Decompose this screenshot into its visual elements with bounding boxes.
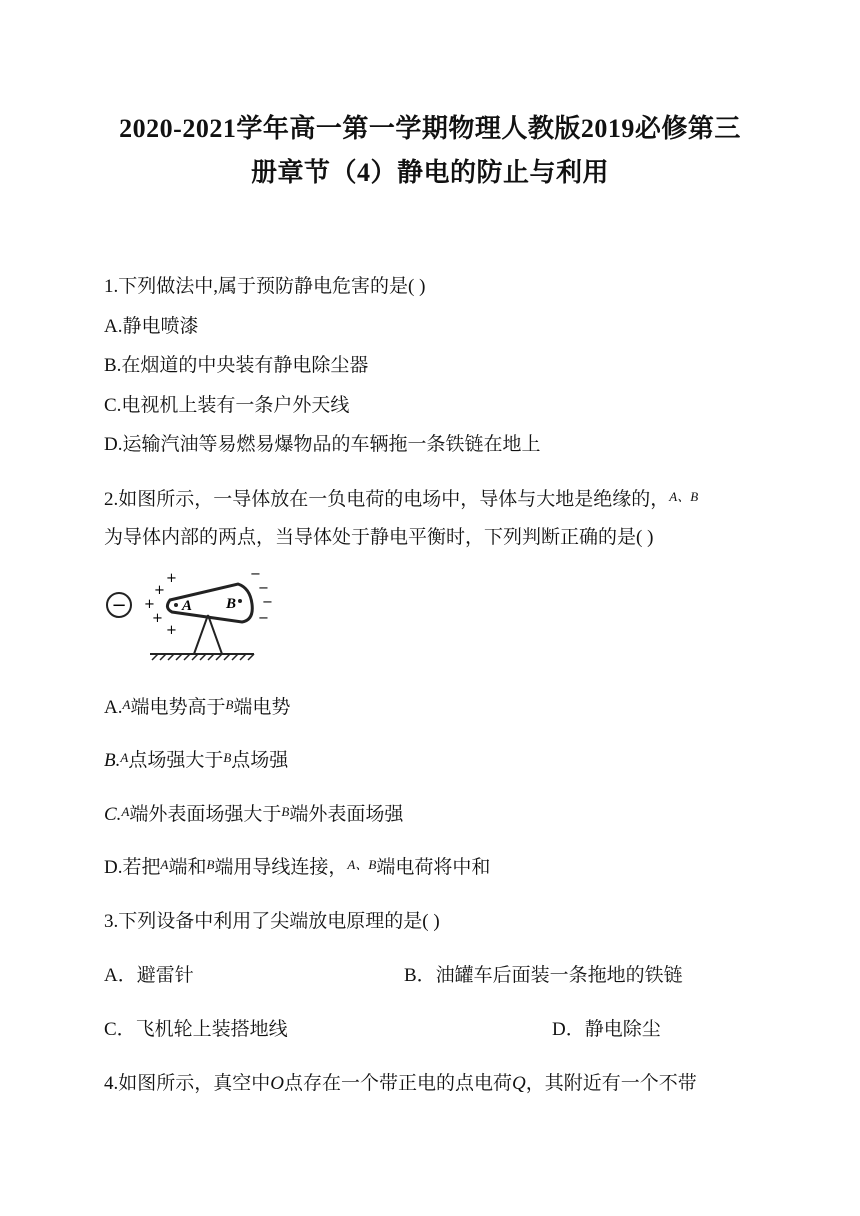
option-text: 点场强大于 bbox=[128, 750, 224, 771]
negative-charge-sign: − bbox=[111, 595, 127, 616]
q2-stem-line1 bbox=[104, 484, 698, 511]
q4-text: 点存在一个带正电的点电荷 bbox=[284, 1073, 513, 1094]
page-title-line2: 册章节（4）静电的防止与利用 bbox=[250, 158, 609, 187]
q3-option-a: A．避雷针 bbox=[104, 965, 194, 986]
option-text: 端外表面场强大于 bbox=[129, 804, 282, 825]
label-a: A bbox=[182, 598, 193, 614]
q4-text: 4.如图所示，真空中 bbox=[104, 1073, 271, 1094]
var-q: Q bbox=[512, 1073, 526, 1094]
option-prefix: C. bbox=[104, 804, 122, 825]
q1-option-c: C.电视机上装有一条户外天线 bbox=[104, 395, 350, 416]
plus-sign: + bbox=[152, 611, 163, 626]
plus-sign: + bbox=[154, 583, 165, 598]
q3-option-d: D．静电除尘 bbox=[552, 1019, 661, 1040]
minus-sign: − bbox=[250, 570, 261, 582]
q1-option-a: A.静电喷漆 bbox=[104, 316, 199, 337]
conductor-body bbox=[167, 584, 252, 622]
q2-stem-ab: A、B bbox=[669, 489, 699, 504]
conductor-diagram bbox=[104, 570, 284, 667]
q4-text: ，其附近有一个不带 bbox=[525, 1073, 697, 1094]
var-b: B bbox=[223, 750, 232, 765]
option-prefix: D.若把 bbox=[104, 857, 161, 878]
minus-sign: − bbox=[258, 581, 269, 596]
q2-option-d bbox=[104, 852, 490, 879]
q2-option-a bbox=[104, 692, 290, 719]
q3-option-c: C．飞机轮上装搭地线 bbox=[104, 1019, 288, 1040]
var-a: A bbox=[120, 750, 129, 765]
option-text: 点场强 bbox=[231, 750, 289, 771]
var-a: A bbox=[122, 697, 131, 712]
var-a: A bbox=[121, 804, 130, 819]
q1-option-b: B.在烟道的中央装有静电除尘器 bbox=[104, 355, 369, 376]
option-text: 端电势 bbox=[233, 697, 291, 718]
option-prefix: B. bbox=[104, 750, 121, 771]
plus-sign: + bbox=[144, 597, 155, 612]
q2-stem-text: 2.如图所示，一导体放在一负电荷的电场中，导体与大地是绝缘的， bbox=[104, 489, 670, 510]
option-text: 端外表面场强 bbox=[289, 804, 404, 825]
option-text: 端用导线连接， bbox=[214, 857, 348, 878]
var-b: B bbox=[206, 857, 215, 872]
option-prefix: A. bbox=[104, 697, 123, 718]
minus-sign: − bbox=[262, 595, 273, 610]
q3-option-b: B．油罐车后面装一条拖地的铁链 bbox=[404, 965, 683, 986]
label-b: B bbox=[226, 596, 237, 612]
q2-option-c bbox=[104, 799, 403, 826]
q1-option-d: D.运输汽油等易燃易爆物品的车辆拖一条铁链在地上 bbox=[104, 434, 541, 455]
q1-stem: 1.下列做法中,属于预防静电危害的是( ) bbox=[104, 276, 426, 297]
page-title-line1: 2020-2021学年高一第一学期物理人教版2019必修第三 bbox=[119, 114, 741, 143]
option-text: 端电荷将中和 bbox=[376, 857, 491, 878]
q2-option-b bbox=[104, 745, 288, 772]
q4-stem bbox=[104, 1068, 697, 1095]
q3-stem: 3.下列设备中利用了尖端放电原理的是( ) bbox=[104, 911, 440, 932]
option-text: 端和 bbox=[168, 857, 207, 878]
var-a: A bbox=[160, 857, 169, 872]
var-b: B bbox=[225, 697, 234, 712]
q2-stem-line2: 为导体内部的两点，当导体处于静电平衡时，下列判断正确的是( ) bbox=[104, 527, 654, 548]
var-b: B bbox=[281, 804, 290, 819]
option-text: 端电势高于 bbox=[130, 697, 226, 718]
var-o: O bbox=[270, 1073, 284, 1094]
minus-sign: − bbox=[258, 611, 269, 626]
var-ab: A、B bbox=[347, 857, 377, 872]
plus-sign: + bbox=[166, 623, 177, 638]
plus-sign: + bbox=[166, 571, 177, 586]
